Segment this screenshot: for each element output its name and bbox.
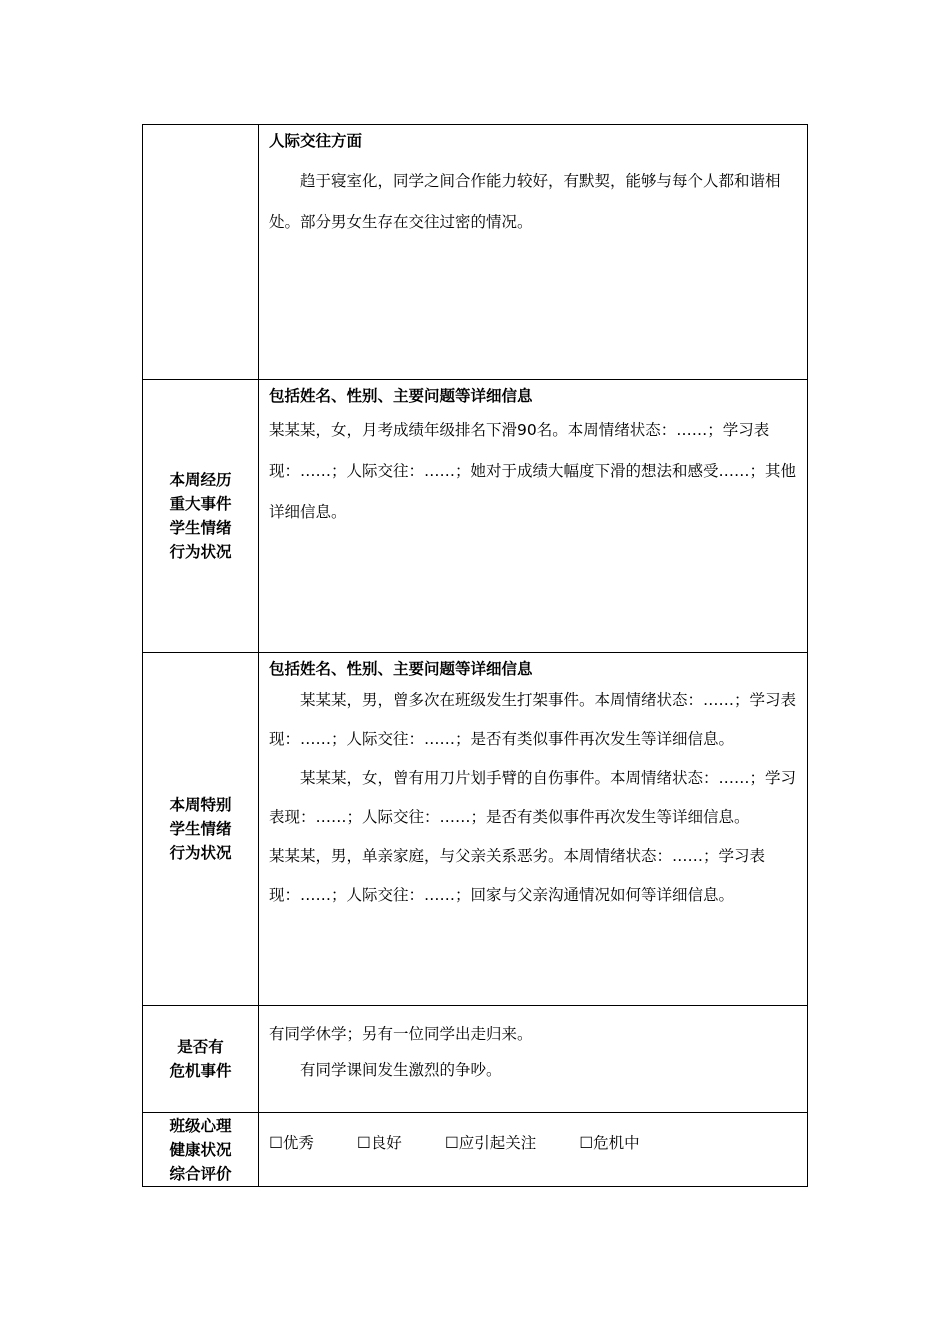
row-label-empty — [143, 125, 259, 379]
label-line: 综合评价 — [169, 1164, 232, 1183]
checkbox-good[interactable]: ☐良好 — [356, 1134, 402, 1152]
section-heading: 包括姓名、性别、主要问题等详细信息 — [269, 660, 533, 678]
paragraph: 某某某，男，单亲家庭，与父亲关系恶劣。本周情绪状态：……；学习表现：……；人际交往：……；回家与父亲沟通情况如何等详细信息。 — [269, 847, 766, 904]
checkbox-in-crisis[interactable]: ☐危机中 — [579, 1134, 640, 1152]
row-content — [259, 1006, 807, 1112]
paragraph: 某某某，男，曾多次在班级发生打架事件。本周情绪状态：……；学习表现：……；人际交往：……；是否有类似事件再次发生等详细信息。 — [269, 691, 797, 748]
checkbox-excellent[interactable]: ☐优秀 — [269, 1134, 314, 1152]
label-line: 班级心理 — [169, 1116, 232, 1135]
row-label — [143, 380, 259, 652]
row-overall-rating — [143, 1112, 807, 1186]
section-heading: 包括姓名、性别、主要问题等详细信息 — [269, 387, 533, 405]
row-special-students — [143, 652, 807, 1005]
label-line: 是否有 — [177, 1038, 224, 1056]
paragraph: 某某某，女，月考成绩年级排名下滑90名。本周情绪状态：……；学习表现：……；人际交往：……；她对于成绩大幅度下滑的想法和感受……；其他详细信息。 — [269, 421, 797, 521]
label-line: 行为状况 — [169, 844, 232, 862]
label-line: 重大事件 — [169, 495, 232, 513]
report-table — [142, 124, 808, 1187]
row-interpersonal — [143, 125, 807, 379]
section-heading: 人际交往方面 — [269, 132, 363, 150]
label-line: 健康状况 — [169, 1140, 232, 1159]
label-line: 本周特别 — [169, 796, 232, 814]
label-line: 学生情绪 — [169, 820, 232, 838]
row-content — [259, 1113, 807, 1186]
row-label — [143, 1113, 259, 1186]
paragraph: 某某某，女，曾有用刀片划手臂的自伤事件。本周情绪状态：……；学习表现：……；人际交往：……；是否有类似事件再次发生等详细信息。 — [269, 769, 797, 826]
row-content — [259, 653, 807, 1005]
label-line: 行为状况 — [169, 543, 232, 561]
label-line: 学生情绪 — [169, 519, 232, 537]
row-label — [143, 1006, 259, 1112]
label-line: 危机事件 — [169, 1062, 232, 1080]
paragraph: 有同学课间发生激烈的争吵。 — [300, 1061, 502, 1079]
checkbox-needs-attention[interactable]: ☐应引起关注 — [444, 1134, 537, 1152]
paragraph: 有同学休学；另有一位同学出走归来。 — [269, 1025, 533, 1043]
row-content — [259, 125, 807, 379]
row-label — [143, 653, 259, 1005]
row-content — [259, 380, 807, 652]
paragraph: 趋于寝室化，同学之间合作能力较好，有默契，能够与每个人都和谐相处。部分男女生存在交往过密的情况。 — [269, 172, 781, 231]
row-major-events — [143, 379, 807, 652]
row-crisis-events — [143, 1005, 807, 1112]
label-line: 本周经历 — [169, 471, 232, 489]
